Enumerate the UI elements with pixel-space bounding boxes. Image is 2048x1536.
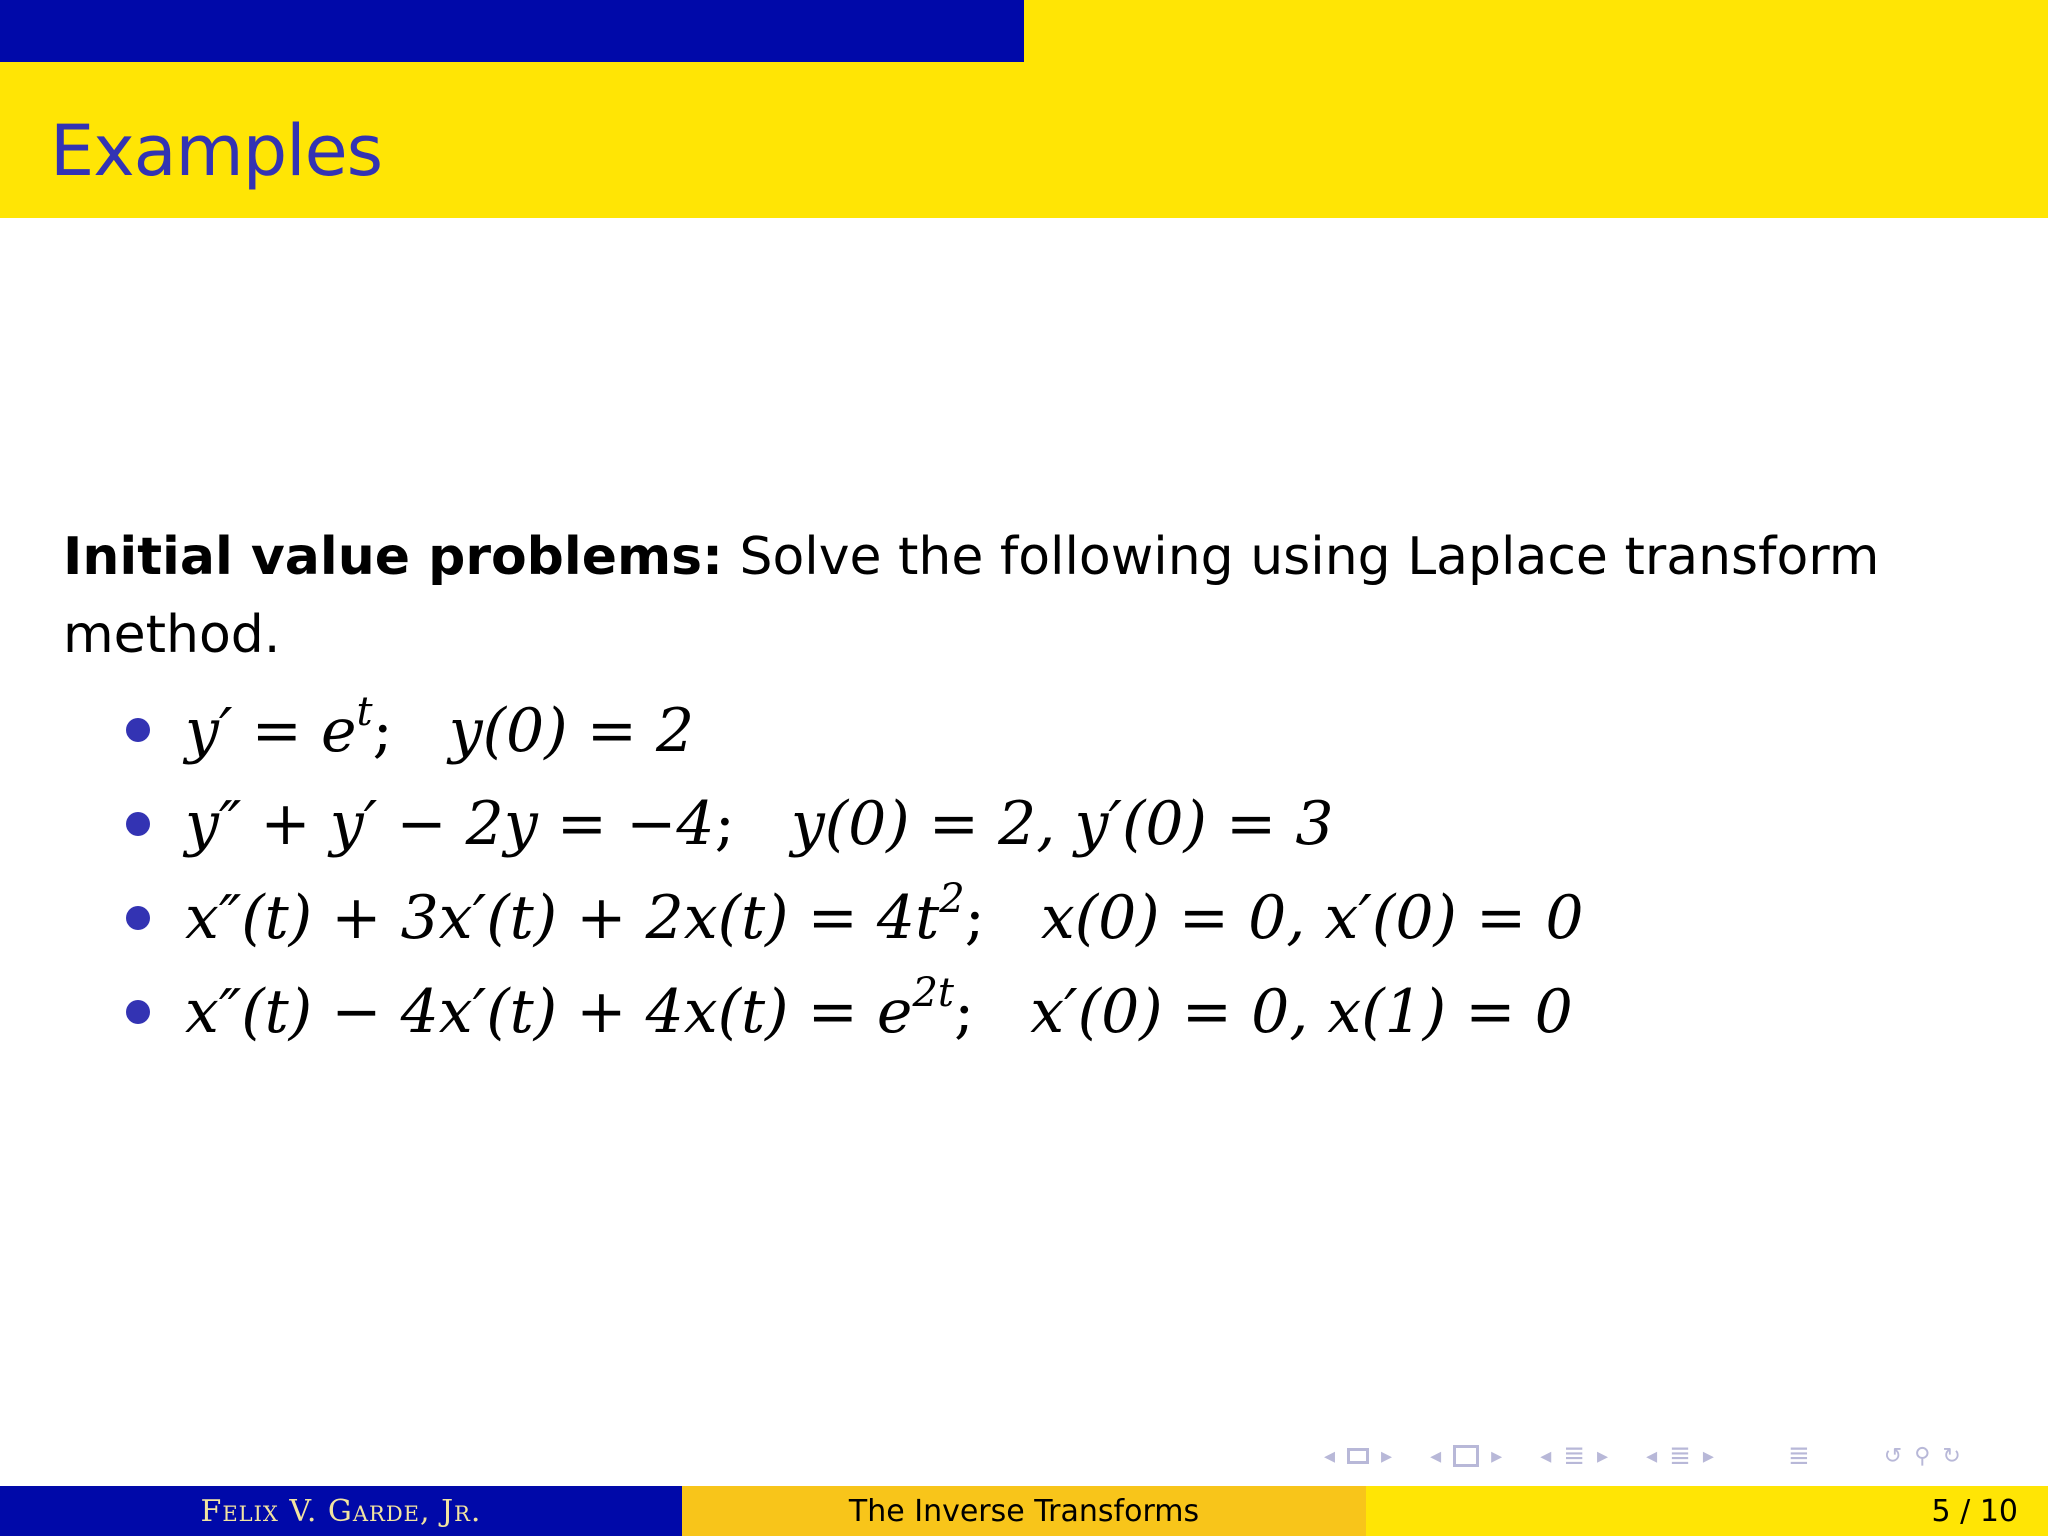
footer-author: Felix V. Garde, Jr. (0, 1486, 682, 1536)
forward-icon[interactable]: ↻ (1942, 1443, 1961, 1469)
footer-title: The Inverse Transforms (682, 1486, 1366, 1536)
section-prev-icon[interactable]: ◂ (1540, 1443, 1552, 1469)
part-next-icon[interactable]: ▸ (1702, 1443, 1714, 1469)
equation-1-sep: ; (372, 696, 393, 766)
slide-title: Examples (50, 110, 383, 192)
subsection-next-icon[interactable]: ▸ (1491, 1443, 1503, 1469)
frame-icon[interactable] (1347, 1448, 1369, 1464)
intro-label: Initial value problems: (63, 527, 723, 587)
equation-4 (185, 970, 1573, 1047)
bullet-2 (126, 812, 150, 836)
navigation-controls (1318, 1438, 1967, 1474)
appendix-icon[interactable]: ≣ (1787, 1441, 1810, 1471)
subsection-icon[interactable] (1453, 1445, 1479, 1467)
equation-3 (185, 876, 1584, 953)
equation-2-lhs: y″ + y′ − 2y = −4 (185, 789, 715, 859)
equation-4-sup: 2t (912, 970, 954, 1016)
equation-1-lhs: y′ = e (185, 696, 357, 766)
equation-1-cond: y(0) = 2 (448, 696, 695, 766)
intro-text (63, 518, 1923, 674)
equation-1 (185, 689, 695, 766)
subsection-prev-icon[interactable]: ◂ (1430, 1443, 1442, 1469)
equation-4-lhs: x″(t) − 4x′(t) + 4x(t) = e (185, 977, 913, 1047)
bullet-4 (126, 1000, 150, 1024)
footer (0, 1486, 2048, 1536)
bullet-1 (126, 718, 150, 742)
progress-bar (0, 0, 1024, 62)
footer-page-number: 5 / 10 (1366, 1486, 2048, 1536)
intro-sentence: Solve the following using Laplace transform method. (63, 527, 1880, 665)
section-next-icon[interactable]: ▸ (1597, 1443, 1609, 1469)
equation-3-lhs: x″(t) + 3x′(t) + 2x(t) = 4t (185, 883, 940, 953)
equation-2-cond: y(0) = 2, y′(0) = 3 (790, 789, 1334, 859)
search-icon[interactable]: ⚲ (1914, 1443, 1931, 1469)
equation-3-sep: ; (964, 883, 985, 953)
part-prev-icon[interactable]: ◂ (1646, 1443, 1658, 1469)
equation-2 (185, 789, 1334, 859)
equation-3-cond: x(0) = 0, x′(0) = 0 (1040, 883, 1584, 953)
back-icon[interactable]: ↺ (1883, 1443, 1903, 1469)
nav-next-arrow-icon[interactable]: ▸ (1381, 1443, 1393, 1469)
equation-2-sep: ; (714, 789, 735, 859)
equation-4-sep: ; (953, 977, 975, 1047)
equation-3-sup: 2 (939, 876, 965, 922)
equation-4-cond: x′(0) = 0, x(1) = 0 (1030, 977, 1573, 1047)
nav-prev-arrow-icon[interactable]: ◂ (1324, 1443, 1336, 1469)
equation-1-sup: t (356, 689, 373, 735)
part-icon[interactable]: ≣ (1669, 1441, 1691, 1471)
section-icon[interactable]: ≣ (1563, 1441, 1586, 1471)
bullet-3 (126, 906, 150, 930)
